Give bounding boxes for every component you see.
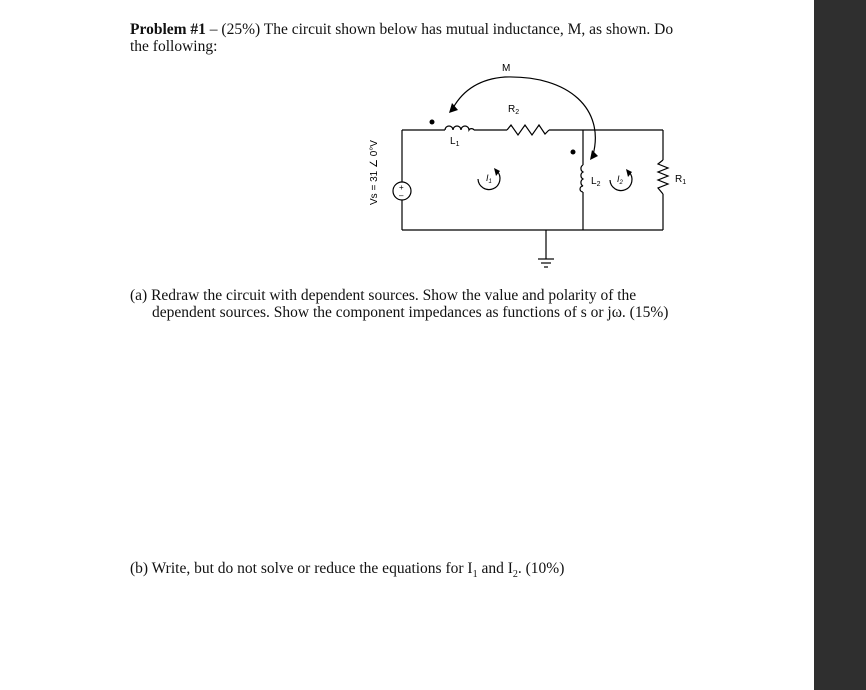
problem-heading: Problem #1 [130, 21, 206, 38]
resistor-R2 [507, 125, 549, 135]
circuit-diagram [0, 0, 814, 280]
dot-L2 [571, 150, 576, 155]
part-a-line1: (a) Redraw the circuit with dependent sources. Show the value and polarity of the [130, 287, 637, 304]
part-a [130, 287, 710, 321]
inductor-L2 [580, 165, 583, 192]
problem-intro-line2: the following: [130, 38, 218, 55]
source-plus-sign: + [399, 183, 404, 192]
part-b-sub2: 2 [512, 569, 518, 581]
label-L1: $L_1$ [450, 136, 460, 148]
mutual-inductance-arrow [453, 77, 595, 155]
part-b-sub1: 1 [472, 569, 478, 581]
label-M: M [502, 63, 511, 74]
source-minus-sign: – [399, 191, 404, 200]
label-L2: $L_2$ [591, 176, 601, 188]
part-b [130, 560, 710, 583]
part-b-prefix: (b) Write, but do not solve or reduce the equations for I [130, 560, 473, 577]
label-R1: $R_1$ [675, 174, 687, 186]
label-R2: $R_2$ [508, 104, 520, 116]
viewer-side-rail [814, 0, 866, 690]
part-a-line2: dependent sources. Show the component impedances as functions of s or jω. (15%) [152, 304, 669, 321]
dot-L1 [430, 120, 435, 125]
inductor-L1 [445, 126, 474, 130]
resistor-R1 [658, 160, 668, 194]
arrowhead-M-L1 [449, 103, 458, 113]
label-I1: $I_1$ [486, 173, 492, 185]
problem-intro-line1: – (25%) The circuit shown below has mutual inductance, M, as shown. Do [205, 21, 674, 38]
part-b-suffix: . (10%) [517, 560, 565, 577]
label-I2: $I_2$ [617, 174, 623, 186]
part-b-mid: and I [477, 560, 513, 577]
label-source: Vs = 31 ∠ 0°V [369, 140, 380, 205]
